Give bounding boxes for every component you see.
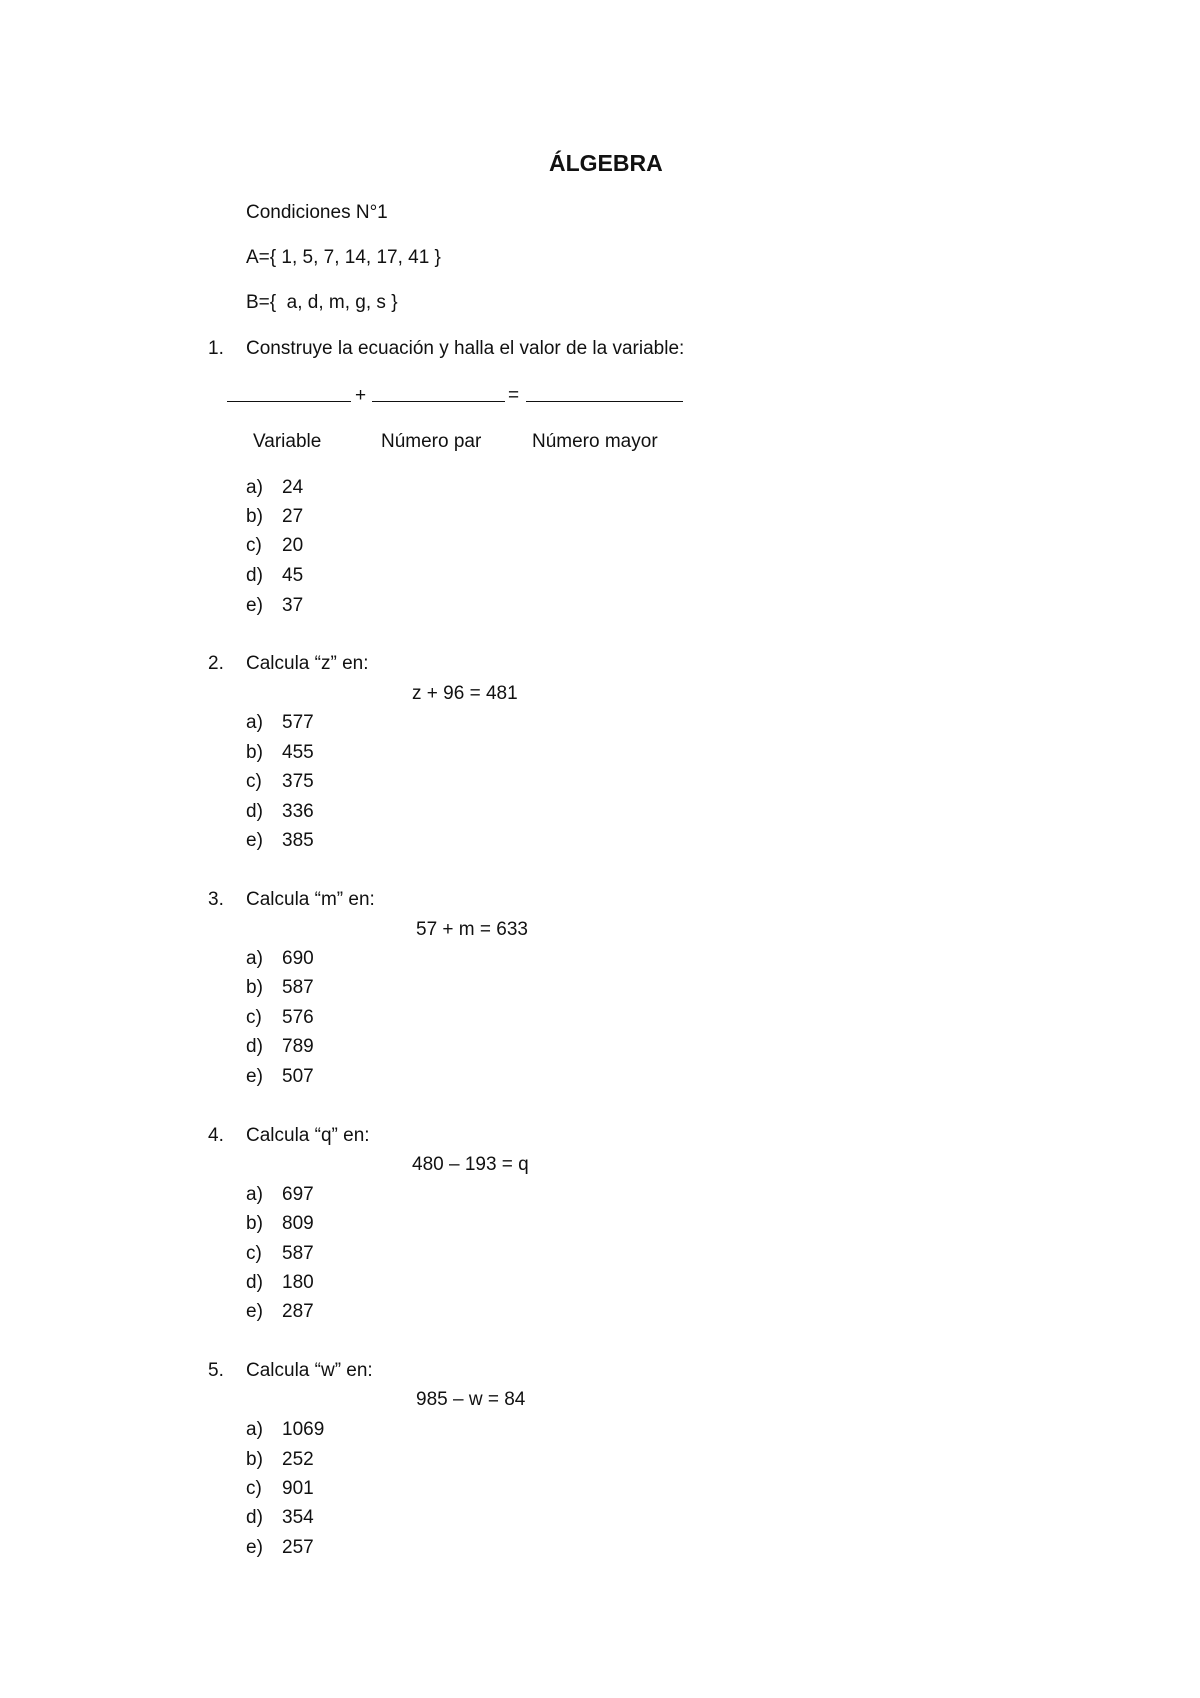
- label-variable: Variable: [253, 431, 322, 452]
- question-3-number: 3.: [208, 889, 224, 910]
- question-5-number: 5.: [208, 1360, 224, 1381]
- option-3c: c) 576: [246, 1007, 314, 1028]
- set-b: B={ a, d, m, g, s }: [246, 292, 398, 313]
- option-5c: c) 901: [246, 1478, 314, 1499]
- question-3-prompt: Calcula “m” en:: [246, 889, 375, 910]
- option-4c: c) 587: [246, 1243, 314, 1264]
- question-4-equation: 480 – 193 = q: [412, 1154, 529, 1175]
- blank-variable: [227, 401, 351, 402]
- option-2d: d) 336: [246, 801, 314, 822]
- blank-even-number: [372, 401, 505, 402]
- option-5d: d) 354: [246, 1507, 314, 1528]
- option-1e: e) 37: [246, 595, 304, 616]
- option-3e: e) 507: [246, 1066, 314, 1087]
- option-4a: a) 697: [246, 1184, 314, 1205]
- option-3d: d) 789: [246, 1036, 314, 1057]
- option-1d: d) 45: [246, 565, 304, 586]
- option-5a: a) 1069: [246, 1419, 325, 1440]
- question-5-prompt: Calcula “w” en:: [246, 1360, 373, 1381]
- equals-sign: =: [508, 385, 520, 406]
- option-4b: b) 809: [246, 1213, 314, 1234]
- question-1-prompt: Construye la ecuación y halla el valor de la variable:: [246, 338, 685, 359]
- question-2-equation: z + 96 = 481: [412, 683, 518, 704]
- question-1-number: 1.: [208, 338, 224, 359]
- conditions-heading: Condiciones N°1: [246, 202, 388, 223]
- question-5-equation: 985 – w = 84: [416, 1389, 526, 1410]
- option-3a: a) 690: [246, 948, 314, 969]
- option-1c: c) 20: [246, 535, 304, 556]
- option-5e: e) 257: [246, 1537, 314, 1558]
- label-even-number: Número par: [381, 431, 482, 452]
- label-greater-number: Número mayor: [532, 431, 658, 452]
- question-4-prompt: Calcula “q” en:: [246, 1125, 370, 1146]
- option-1b: b) 27: [246, 506, 304, 527]
- option-2e: e) 385: [246, 830, 314, 851]
- blank-greater-number: [526, 401, 683, 402]
- option-2c: c) 375: [246, 771, 314, 792]
- option-4e: e) 287: [246, 1301, 314, 1322]
- option-3b: b) 587: [246, 977, 314, 998]
- option-2b: b) 455: [246, 742, 314, 763]
- option-2a: a) 577: [246, 712, 314, 733]
- question-4-number: 4.: [208, 1125, 224, 1146]
- option-4d: d) 180: [246, 1272, 314, 1293]
- question-3-equation: 57 + m = 633: [416, 919, 528, 940]
- question-2-prompt: Calcula “z” en:: [246, 653, 369, 674]
- option-1a: a) 24: [246, 477, 304, 498]
- set-a: A={ 1, 5, 7, 14, 17, 41 }: [246, 247, 441, 268]
- page-title: ÁLGEBRA: [549, 150, 663, 176]
- question-2-number: 2.: [208, 653, 224, 674]
- option-5b: b) 252: [246, 1449, 314, 1470]
- plus-sign: +: [355, 385, 367, 406]
